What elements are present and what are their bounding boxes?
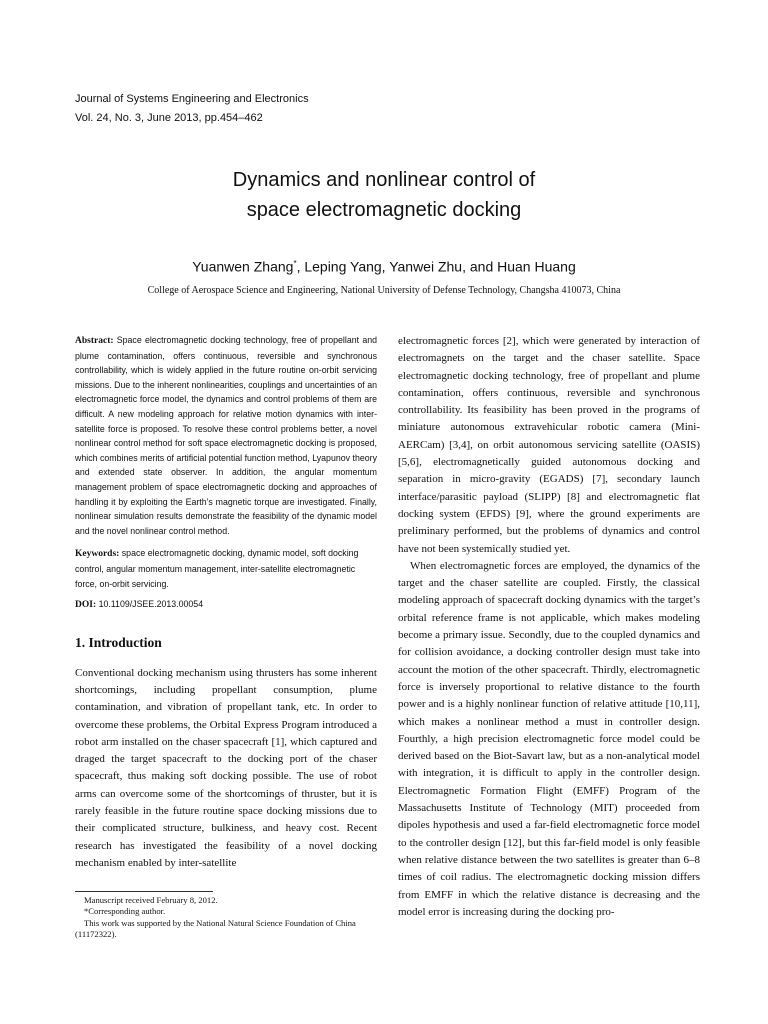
abstract xyxy=(75,333,377,538)
intro-paragraph-1: Conventional docking mechanism using thrusters has some inherent shortcomings, including propellant consumption, plume contamination, and vibration of propellant tank, etc. In order to overcome these problems, the Orbital Express Program introduced a robot arm installed on the chaser spacecraft [1], which captured and draged the target spacecraft to the docking port of the chaser spacecraft, thus making soft docking possible. The use of robot arms can overcome some of the shortcomings of thruster, but it is rarely feasible in the future routine space docking missions due to their complicated structure, bulkiness, and heavy cost. Recent research has investigated the feasibility of a novel docking mechanism enabled by inter-satellite xyxy=(75,666,377,869)
doi-label: DOI: xyxy=(75,600,97,611)
section-heading-introduction: 1. Introduction xyxy=(75,634,162,650)
abstract-text: Space electromagnetic docking technology, free of propellant and plume contamination, offers continuous, reversible and synchronous controllability, which is widely applied in the future routine on-orbit servicing missions. Due to the inherent nonlinearities, couplings and uncertainties of an electromagnetic force model, the dynamics and control problems of them are difficult. A new modeling approach for relative motion dynamics with inter-satellite force is proposed. To resolve these control problems better, a novel nonlinear control method for soft space electromagnetic docking is proposed, which combines merits of artificial potential function method, Lyapunov theory and extended state observer. In addition, the angular momentum management problem of space electromagnetic docking and approaches of handling it by exploiting the Earth’s magnetic torque are investigated. Finally, nonlinear simulation results demonstrate the feasibility of the dynamic model and the novel nonlinear control method. xyxy=(75,335,377,536)
keywords xyxy=(75,546,377,591)
paper-title-line1: Dynamics and nonlinear control of xyxy=(232,169,536,191)
keywords-text: space electromagnetic docking, dynamic model, soft docking control, angular momentum management, inter-satellite electromagnetic force, on-orbit servicing. xyxy=(75,548,359,589)
paper-title-line2: space electromagnetic docking xyxy=(246,199,522,221)
keywords-label: Keywords: xyxy=(75,549,120,560)
doi-value: 10.1109/JSEE.2013.00054 xyxy=(98,599,204,610)
footnote-received: Manuscript received February 8, 2012. xyxy=(84,895,218,905)
affiliation: College of Aerospace Science and Engineering, National University of Defense Technology, Changsha 410073, China xyxy=(147,285,621,296)
doi xyxy=(75,597,377,613)
footnote-divider xyxy=(75,891,213,892)
journal-volume-info: Vol. 24, No. 3, June 2013, pp.454–462 xyxy=(75,112,263,124)
author-rest: , Leping Yang, Yanwei Zhu, and Huan Huang xyxy=(296,258,576,275)
abstract-label: Abstract: xyxy=(75,336,114,346)
journal-header xyxy=(75,90,309,128)
footnote-support: This work was supported by the National Natural Science Foundation of China (11172322). xyxy=(75,917,356,939)
author-first: Yuanwen Zhang xyxy=(192,258,294,275)
intro-paragraph-1-continued: electromagnetic forces [2], which were generated by interaction of electromagnets on the target and the chaser satellite. Space electromagnetic docking technology, free of propellant and plume contamination, offers continuous, reversible and synchronous controllability. Its feasibility has been proved in the programs of miniature autonomous extravehicular robotic camera (Mini-AERCam) [3,4], on orbit autonomous servicing satellite (OASIS) [5,6], electromagnetically guided autonomous docking and separation in micro-gravity (EGADS) [7], secondary launch interface/parasitic payload (SLIPP) [8] and electromagnetic flat docking system (EFDS) [9], where the ground experiments are preliminary performed, but the problems of dynamics and control have not been systemically studied yet. xyxy=(398,335,700,555)
left-column xyxy=(75,333,377,872)
intro-paragraph-2: When electromagnetic forces are employed, the dynamics of the target and the chaser satellite are coupled. Firstly, the classical modeling approach of spacecraft docking dynamics with the target’s orbital reference frame is not applicable, which makes modeling become a primary issue. Secondly, due to the coupled dynamics and for collision avoidance, a docking controller design must take into account the motion of the other spacecraft. Thirdly, electromagnetic force is inversely proportional to relative distance to the fourth power and is a highly nonlinear function of relative attitude [10,11], which makes a nonlinear method a must in controller design. Fourthly, a high precision electromagnetic force model could be derived based on the Biot-Savart law, but as a non-analytical model with integration, it is difficult to apply in the controller design. Electromagnetic Formation Flight (EMFF) Program of the Massachusetts Institute of Technology (MIT) proceeded from dipoles hypothesis and used a far-field electromagnetic force model to the controller design [12], but this far-field model is only feasible when relative distance between the two satellites is greater than 6–8 times of coil radius. The electromagnetic docking mission differs from EMFF in which the relative distance is decreasing and the model error is increasing during the docking pro- xyxy=(398,559,700,918)
footnote-corresponding: *Corresponding author. xyxy=(84,906,166,917)
corresponding-author-mark: * xyxy=(293,259,297,268)
author-list xyxy=(0,255,768,276)
right-column xyxy=(398,333,700,921)
journal-name: Journal of Systems Engineering and Electronics xyxy=(75,93,309,105)
paper-title xyxy=(0,165,768,225)
footnotes xyxy=(75,895,377,940)
